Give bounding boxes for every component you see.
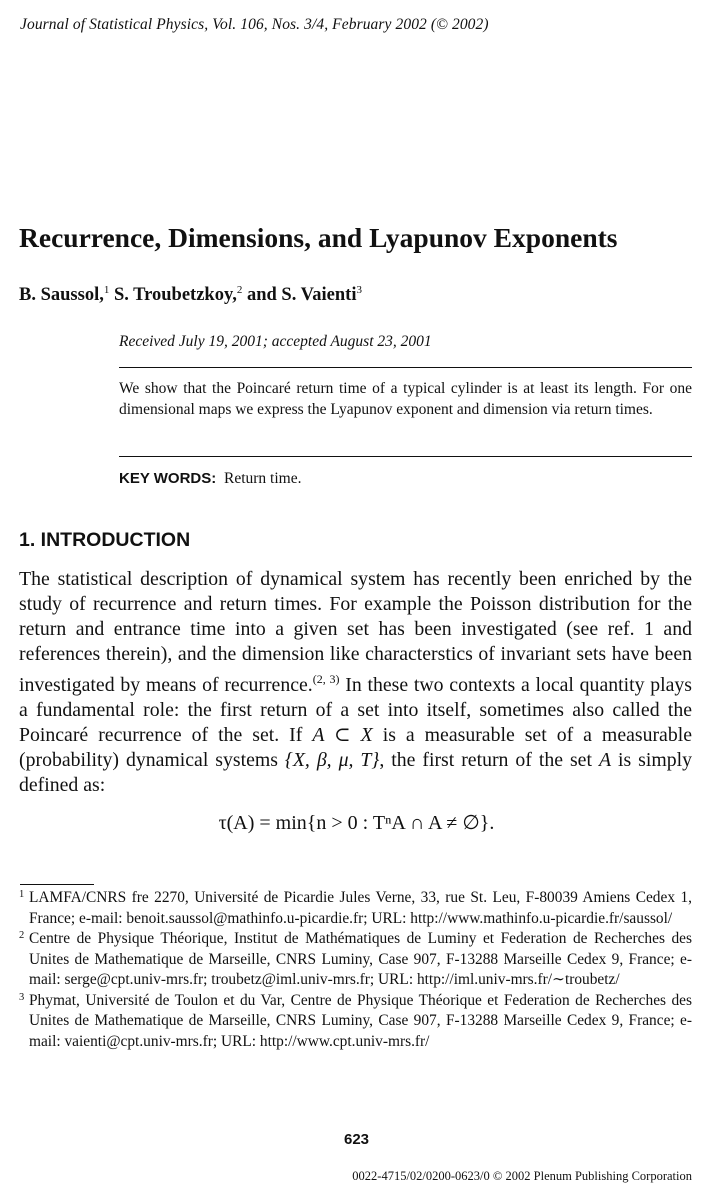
body-text: , the first return of the set bbox=[379, 749, 592, 771]
page-number: 623 bbox=[343, 1131, 370, 1148]
copyright-line: 0022-4715/02/0200-0623/0 © 2002 Plenum Publishing Corporation bbox=[352, 1169, 692, 1183]
inline-math: A ⊂ X bbox=[312, 724, 373, 746]
author-troubetzkoy: S. Troubetzkoy, bbox=[113, 285, 237, 305]
author-saussol: B. Saussol, bbox=[19, 285, 104, 305]
footnote-mark: 2 bbox=[19, 930, 25, 941]
author-footnote-mark: 2 bbox=[236, 284, 243, 296]
author-footnote-mark: 1 bbox=[103, 284, 110, 296]
keywords-label: KEY WORDS: bbox=[119, 470, 217, 487]
author-list bbox=[19, 284, 362, 306]
inline-math: {X, β, μ, T} bbox=[284, 749, 380, 771]
intro-paragraph bbox=[19, 567, 692, 798]
keywords bbox=[119, 470, 301, 488]
abstract-bottom-rule bbox=[119, 456, 692, 457]
abstract-top-rule bbox=[119, 367, 692, 368]
body-text: In these two contexts a local quantity plays a fundamental role: the first return of a set into itself, sometimes also called the Poincaré recurrence of the set. If bbox=[19, 674, 692, 746]
footnote-mark: 1 bbox=[19, 889, 25, 900]
footnote-rule bbox=[20, 884, 94, 885]
journal-header: Journal of Statistical Physics, Vol. 106, Nos. 3/4, February 2002 (© 2002) bbox=[20, 16, 489, 33]
author-footnote-mark: 3 bbox=[356, 284, 362, 296]
author-vaienti: and S. Vaienti bbox=[246, 285, 357, 305]
abstract: We show that the Poincaré return time of a typical cylinder is at least its length. For one dimensional maps we express the Lyapunov exponent and dimension via return times. bbox=[119, 380, 692, 418]
footnotes bbox=[19, 888, 692, 1052]
section-heading: 1. INTRODUCTION bbox=[19, 529, 191, 551]
footnote-text: Phymat, Université de Toulon et du Var, Centre de Physique Théorique et Federation de Recherches des Unites de Mathematique de Marseille, CNRS Luminy, Case 907, F-13288 Marseille Cedex 9, France; e-mail: vaienti@cpt.univ-mrs.fr; URL: http://www.cpt.univ-mrs.fr/ bbox=[29, 991, 692, 1050]
body-text: The statistical description of dynamical system has recently been enriched by the study of recurrence and return times. For example the Poisson distribution for the return and entrance time into a given set has been investigated (see ref. 1 and references therein), and the dimension like characterstics of invariant sets have been investigated by means of recurrence. bbox=[19, 568, 692, 696]
inline-math: A bbox=[598, 749, 612, 771]
footnote-2 bbox=[19, 929, 692, 991]
received-dates: Received July 19, 2001; accepted August 23, 2001 bbox=[119, 333, 432, 350]
footnote-mark: 3 bbox=[19, 991, 25, 1003]
footnote-text: Centre de Physique Théorique, Institut de Mathématiques de Luminy et Federation de Recherches des Unites de Mathematique de Marseille, CNRS Luminy, Case 907, F-13288 Marseille Cedex 9, France; e-mail: serge@cpt.univ-mrs.fr; troubetz@iml.univ-mrs.fr; URL: http://iml.univ-mrs.fr/∼troubetz/ bbox=[29, 930, 692, 988]
body-text: is simply defined as: bbox=[19, 749, 693, 796]
footnote-3 bbox=[19, 991, 692, 1053]
footnote-1 bbox=[19, 888, 692, 929]
citation-ref: (2, 3) bbox=[312, 672, 340, 686]
body-text: is a measurable set of a measurable (probability) dynamical systems bbox=[19, 724, 693, 771]
keywords-value: Return time. bbox=[223, 470, 302, 487]
footnote-text: LAMFA/CNRS fre 2270, Université de Picardie Jules Verne, 33, rue St. Leu, F-80039 Amiens Cedex 1, France; e-mail: benoit.saussol@mathinfo.u-picardie.fr; URL: http://www.mathinfo.u-picardie.fr/saussol/ bbox=[29, 889, 692, 927]
display-equation: τ(A) = min{n > 0 : TⁿA ∩ A ≠ ∅}. bbox=[218, 812, 495, 834]
paper-title: Recurrence, Dimensions, and Lyapunov Exponents bbox=[19, 222, 618, 253]
